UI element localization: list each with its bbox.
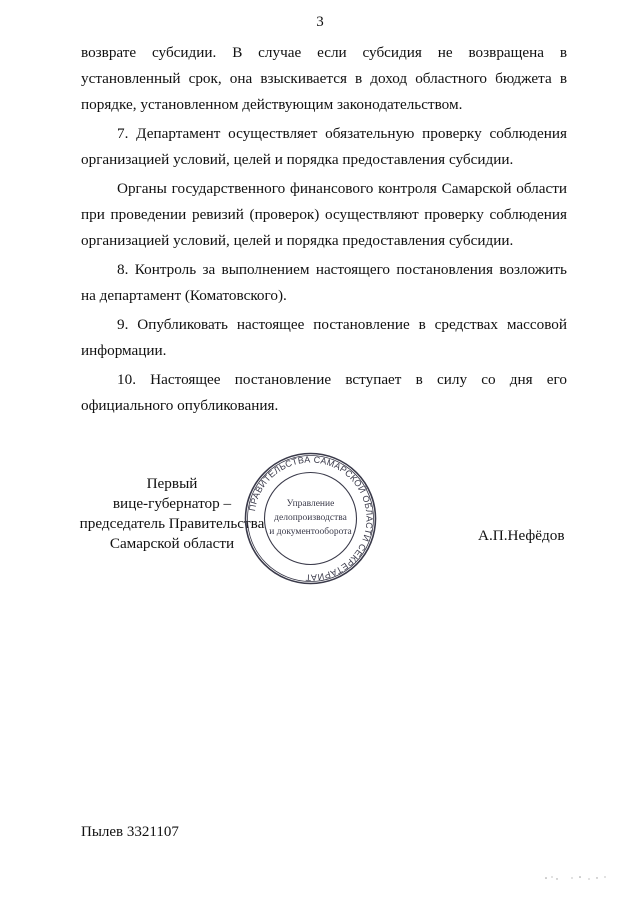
signatory-title-line: Первый	[146, 475, 198, 492]
stamp-seal-icon	[243, 451, 378, 586]
page-number: 3	[316, 14, 324, 30]
official-stamp	[243, 451, 378, 586]
signatory-title-line: Самарской области	[109, 535, 235, 552]
scan-noise-decoration	[542, 873, 612, 883]
paragraph-item-8: 8. Контроль за выполнением настоящего постановления возложить на департамент (Коматовского).	[81, 261, 567, 304]
paragraph-financial-control: Органы государственного финансового контроля Самарской области при проведении ревизий (проверок) осуществляют проверку соблюдения организацией условий, целей и порядка предоставления субсидии.	[81, 180, 567, 249]
paragraph-item-10: 10. Настоящее постановление вступает в силу со дня его официального опубликования.	[81, 371, 567, 414]
paragraph-item-9: 9. Опубликовать настоящее постановление в средствах массовой информации.	[81, 316, 567, 359]
stamp-center-line: делопроизводства	[274, 513, 347, 523]
signatory-title-line: председатель Правительства	[79, 515, 265, 532]
document-body	[81, 40, 567, 422]
paragraph-subsidy-return: возврате субсидии. В случае если субсидия не возвращена в установленный срок, она взыскивается в доход областного бюджета в порядке, установленном действующим законодательством.	[81, 44, 567, 113]
signatory-title	[79, 474, 265, 554]
signatory-name: А.П.Нефёдов	[478, 527, 565, 544]
stamp-center-line: и документооборота	[269, 527, 352, 537]
paragraph-item-7: 7. Департамент осуществляет обязательную проверку соблюдения организацией условий, целей и порядка предоставления субсидии.	[81, 125, 567, 168]
executor-code: Пылев 3321107	[81, 824, 179, 840]
signatory-title-line: вице-губернатор –	[112, 495, 232, 512]
stamp-ring-text: ПРАВИТЕЛЬСТВА САМАРСКОЙ ОБЛАСТИ СЕКРЕТАРИАТ	[246, 454, 375, 583]
stamp-center-line: Управление	[286, 499, 335, 509]
